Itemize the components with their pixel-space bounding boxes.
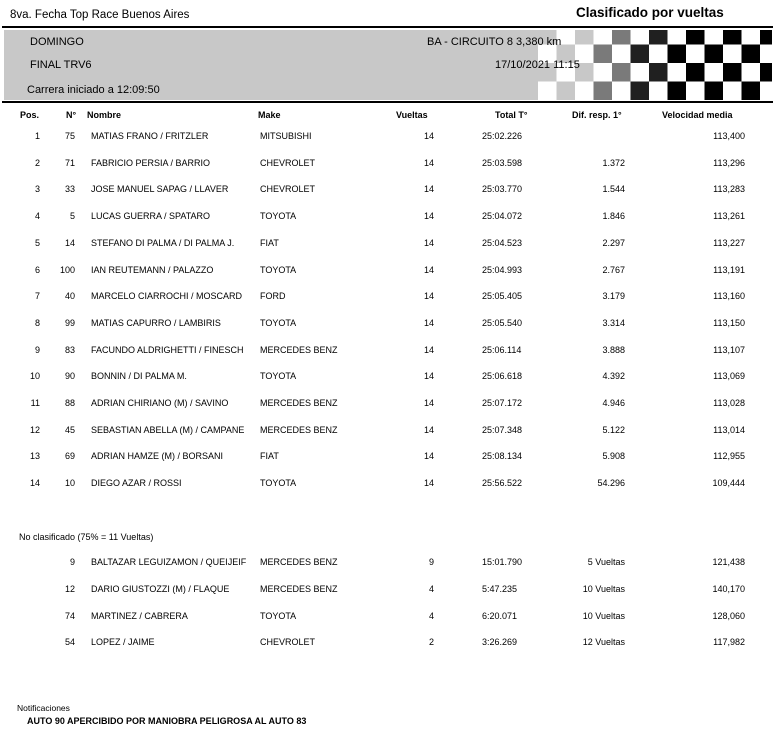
cell-laps: 14 xyxy=(423,398,434,408)
header-divider xyxy=(2,26,773,28)
cell-diff: 10 Vueltas xyxy=(582,610,625,621)
cell-name: FACUNDO ALDRIGHETTI / FINESCH xyxy=(91,344,244,355)
cell-total: 5:47.235 xyxy=(482,583,518,594)
cell-name: IAN REUTEMANN / PALAZZO xyxy=(91,264,214,275)
race-start-time: Carrera iniciado a 12:09:50 xyxy=(27,84,160,96)
cell-diff: 4.946 xyxy=(602,398,625,408)
cell-speed: 109,444 xyxy=(712,478,745,489)
date-time: 17/10/2021 11:15 xyxy=(495,59,580,71)
cell-speed: 121,438 xyxy=(712,557,745,567)
cell-pos: 12 xyxy=(29,424,40,435)
cell-speed: 113,028 xyxy=(713,398,745,408)
cell-diff: 12 Vueltas xyxy=(582,637,625,648)
cell-name: DIEGO AZAR / ROSSI xyxy=(91,478,182,489)
cell-diff: 4.392 xyxy=(602,371,625,382)
cell-num: 10 xyxy=(64,478,75,489)
cell-make: TOYOTA xyxy=(260,371,297,382)
cell-laps: 14 xyxy=(423,264,434,275)
cell-make: CHEVROLET xyxy=(260,184,316,195)
cell-make: TOYOTA xyxy=(260,610,297,621)
cell-total: 25:06.114 xyxy=(482,344,522,355)
cell-diff: 3.314 xyxy=(602,317,625,328)
table-row xyxy=(0,611,775,625)
cell-name: MATIAS FRANO / FRITZLER xyxy=(91,131,209,141)
cell-make: MERCEDES BENZ xyxy=(260,583,338,594)
cell-total: 25:04.993 xyxy=(482,264,523,275)
cell-name: DARIO GIUSTOZZI (M) / FLAQUE xyxy=(91,583,230,594)
cell-laps: 14 xyxy=(423,237,434,248)
cell-pos: 14 xyxy=(29,478,40,489)
cell-make: CHEVROLET xyxy=(260,157,316,168)
cell-pos: 3 xyxy=(34,184,40,195)
cell-pos: 2 xyxy=(34,157,40,168)
notification-text: AUTO 90 APERCIBIDO POR MANIOBRA PELIGROSA AL AUTO 83 xyxy=(27,716,307,726)
table-row xyxy=(0,211,775,225)
cell-laps: 9 xyxy=(428,557,434,567)
cell-num: 90 xyxy=(64,371,75,382)
cell-diff: 1.846 xyxy=(602,211,625,222)
cell-make: TOYOTA xyxy=(260,211,297,222)
cell-total: 25:03.770 xyxy=(482,184,523,195)
cell-num: 12 xyxy=(64,583,75,594)
cell-speed: 113,107 xyxy=(713,344,745,355)
cell-total: 15:01.790 xyxy=(482,557,523,567)
col-total: Total T° xyxy=(495,110,528,120)
event-title: 8va. Fecha Top Race Buenos Aires xyxy=(10,9,190,21)
cell-num: 5 xyxy=(69,211,75,222)
cell-pos: 10 xyxy=(29,371,40,382)
report-title: Clasificado por vueltas xyxy=(576,5,724,20)
cell-num: 100 xyxy=(59,264,75,275)
cell-diff: 2.297 xyxy=(602,237,625,248)
not-classified-label: No clasificado (75% = 11 Vueltas) xyxy=(19,532,154,542)
cell-speed: 113,160 xyxy=(713,291,745,302)
cell-name: ADRIAN CHIRIANO (M) / SAVINO xyxy=(91,398,229,408)
table-row xyxy=(0,158,775,172)
cell-pos: 4 xyxy=(34,211,40,222)
session-day: DOMINGO xyxy=(30,36,84,48)
cell-total: 25:04.523 xyxy=(482,237,523,248)
cell-pos: 8 xyxy=(34,317,40,328)
cell-make: MERCEDES BENZ xyxy=(260,398,338,408)
cell-make: MERCEDES BENZ xyxy=(260,344,338,355)
cell-pos: 11 xyxy=(30,398,40,408)
table-row xyxy=(0,371,775,385)
col-pos: Pos. xyxy=(20,110,40,120)
table-row xyxy=(0,318,775,332)
cell-pos: 13 xyxy=(29,451,40,462)
cell-name: MARCELO CIARROCHI / MOSCARD xyxy=(91,291,243,302)
cell-pos: 1 xyxy=(34,131,40,141)
col-name: Nombre xyxy=(87,110,122,120)
cell-make: MERCEDES BENZ xyxy=(260,424,338,435)
cell-num: 69 xyxy=(64,451,75,462)
cell-name: MARTINEZ / CABRERA xyxy=(91,610,188,621)
cell-diff: 3.179 xyxy=(602,291,625,302)
cell-speed: 113,227 xyxy=(713,237,745,248)
cell-num: 71 xyxy=(64,157,75,168)
cell-total: 25:03.598 xyxy=(482,157,523,168)
cell-total: 25:08.134 xyxy=(482,451,523,462)
table-header-divider xyxy=(2,101,773,103)
cell-name: LUCAS GUERRA / SPATARO xyxy=(91,211,211,222)
cell-speed: 113,283 xyxy=(713,184,745,195)
cell-name: MATIAS CAPURRO / LAMBIRIS xyxy=(91,317,221,328)
cell-speed: 113,014 xyxy=(713,424,745,435)
table-row xyxy=(0,265,775,279)
table-row xyxy=(0,451,775,465)
table-row xyxy=(0,398,775,412)
cell-laps: 14 xyxy=(423,344,434,355)
cell-diff: 5.908 xyxy=(602,451,625,462)
cell-speed: 140,170 xyxy=(712,583,745,594)
cell-speed: 113,261 xyxy=(713,211,745,222)
cell-speed: 113,150 xyxy=(713,317,745,328)
cell-total: 6:20.071 xyxy=(482,610,518,621)
cell-speed: 113,191 xyxy=(713,264,745,275)
cell-total: 25:07.172 xyxy=(482,398,523,408)
cell-make: FORD xyxy=(260,291,286,302)
cell-name: SEBASTIAN ABELLA (M) / CAMPANE xyxy=(91,424,245,435)
table-row xyxy=(0,637,775,651)
cell-laps: 2 xyxy=(428,637,434,648)
notifications-label: Notificaciones xyxy=(17,703,70,713)
col-laps: Vueltas xyxy=(396,110,428,120)
cell-speed: 113,296 xyxy=(713,157,745,168)
cell-laps: 14 xyxy=(423,291,434,302)
cell-laps: 4 xyxy=(428,610,434,621)
cell-num: 40 xyxy=(64,291,75,302)
cell-laps: 14 xyxy=(423,478,434,489)
cell-laps: 14 xyxy=(423,371,434,382)
cell-total: 25:07.348 xyxy=(482,424,523,435)
cell-num: 75 xyxy=(64,131,75,141)
cell-laps: 14 xyxy=(423,157,434,168)
cell-make: TOYOTA xyxy=(260,478,297,489)
col-make: Make xyxy=(258,110,281,120)
col-diff: Dif. resp. 1° xyxy=(572,110,622,120)
cell-diff: 1.544 xyxy=(602,184,625,195)
cell-num: 83 xyxy=(64,344,75,355)
cell-diff: 5.122 xyxy=(602,424,625,435)
cell-name: ADRIAN HAMZE (M) / BORSANI xyxy=(91,451,224,462)
cell-speed: 128,060 xyxy=(712,610,745,621)
cell-pos: 9 xyxy=(34,344,40,355)
circuit-info: BA - CIRCUITO 8 3,380 km xyxy=(427,36,562,48)
cell-total: 3:26.269 xyxy=(482,637,518,648)
cell-num: 33 xyxy=(64,184,75,195)
cell-diff: 10 Vueltas xyxy=(582,583,625,594)
cell-speed: 112,955 xyxy=(713,451,745,462)
cell-num: 14 xyxy=(64,237,75,248)
cell-pos: 5 xyxy=(34,237,40,248)
cell-speed: 117,982 xyxy=(713,637,745,648)
cell-make: TOYOTA xyxy=(260,317,297,328)
cell-num: 99 xyxy=(64,317,75,328)
cell-make: MITSUBISHI xyxy=(260,131,312,141)
cell-make: CHEVROLET xyxy=(260,637,316,648)
cell-name: STEFANO DI PALMA / DI PALMA J. xyxy=(91,237,235,248)
cell-laps: 14 xyxy=(423,424,434,435)
col-num: N° xyxy=(66,110,77,120)
cell-total: 25:05.540 xyxy=(482,317,523,328)
cell-make: TOYOTA xyxy=(260,264,297,275)
cell-name: BALTAZAR LEGUIZAMON / QUEIJEIF xyxy=(91,557,247,567)
cell-name: JOSE MANUEL SAPAG / LLAVER xyxy=(91,184,229,195)
table-row xyxy=(0,425,775,439)
table-row xyxy=(0,345,775,359)
cell-name: BONNIN / DI PALMA M. xyxy=(91,371,187,382)
cell-speed: 113,400 xyxy=(713,131,745,141)
col-speed: Velocidad media xyxy=(662,110,733,120)
cell-diff: 2.767 xyxy=(602,264,625,275)
cell-laps: 14 xyxy=(423,211,434,222)
cell-diff: 5 Vueltas xyxy=(587,557,625,567)
cell-num: 54 xyxy=(64,637,75,648)
table-row xyxy=(0,557,775,571)
cell-make: MERCEDES BENZ xyxy=(260,557,338,567)
cell-pos: 6 xyxy=(34,264,40,275)
cell-laps: 4 xyxy=(428,583,434,594)
cell-laps: 14 xyxy=(423,184,434,195)
cell-diff: 54.296 xyxy=(597,478,625,489)
cell-make: FIAT xyxy=(260,451,279,462)
cell-laps: 14 xyxy=(423,131,434,141)
cell-name: FABRICIO PERSIA / BARRIO xyxy=(91,157,211,168)
table-row xyxy=(0,478,775,492)
cell-num: 45 xyxy=(64,424,75,435)
cell-laps: 14 xyxy=(423,317,434,328)
table-row xyxy=(0,131,775,145)
cell-speed: 113,069 xyxy=(713,371,745,382)
cell-diff: 1.372 xyxy=(602,157,625,168)
table-row xyxy=(0,584,775,598)
cell-laps: 14 xyxy=(423,451,434,462)
cell-total: 25:02.226 xyxy=(482,131,523,141)
cell-total: 25:06.618 xyxy=(482,371,523,382)
cell-diff: 3.888 xyxy=(602,344,625,355)
cell-make: FIAT xyxy=(260,237,279,248)
table-row xyxy=(0,291,775,305)
cell-pos: 7 xyxy=(34,291,40,302)
table-row xyxy=(0,184,775,198)
cell-num: 88 xyxy=(64,398,75,408)
table-row xyxy=(0,238,775,252)
cell-total: 25:56.522 xyxy=(482,478,523,489)
session-name: FINAL TRV6 xyxy=(30,59,92,71)
cell-num: 74 xyxy=(64,610,75,621)
cell-total: 25:04.072 xyxy=(482,211,523,222)
cell-total: 25:05.405 xyxy=(482,291,523,302)
cell-name: LOPEZ / JAIME xyxy=(91,637,155,648)
cell-num: 9 xyxy=(69,557,75,567)
